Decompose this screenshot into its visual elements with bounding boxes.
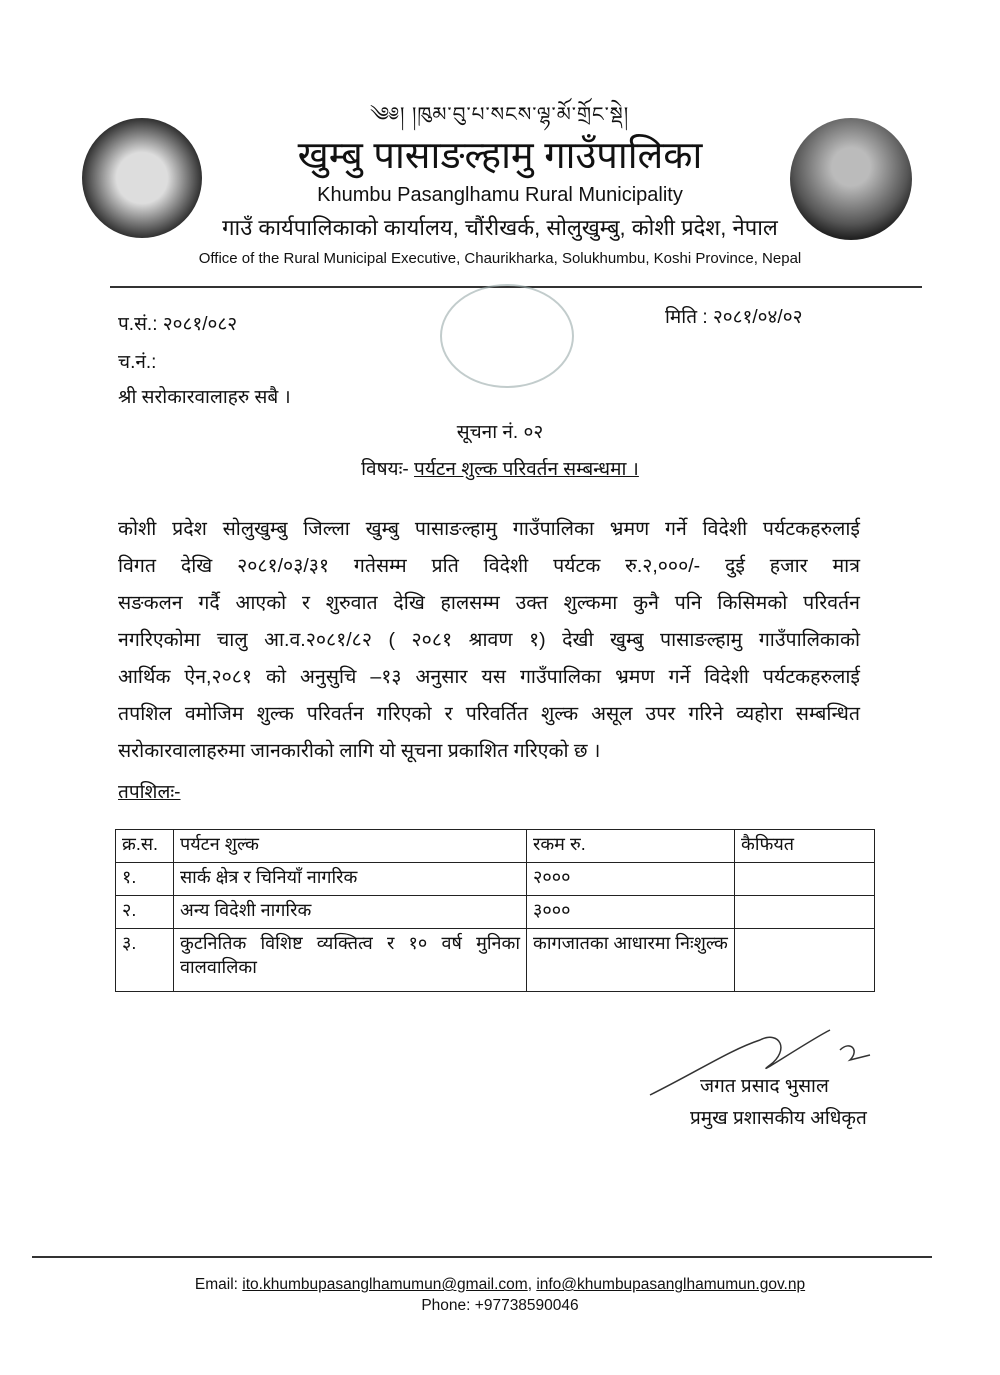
- subject: [0, 455, 1000, 481]
- email-link-1[interactable]: ito.khumbupasanglhamumun@gmail.com: [242, 1276, 528, 1293]
- body-line: सरोकारवालाहरुमा जानकारीको लागि यो सूचना प्रकाशित गरिएको छ ।: [118, 740, 601, 762]
- header-sn: क्र.स.: [116, 830, 174, 863]
- cell-fee-type: कुटनितिक विशिष्ट व्यक्तित्व र १० वर्ष मुनिका वालवालिका: [174, 929, 527, 992]
- header-fee-type: पर्यटन शुल्क: [174, 830, 527, 863]
- body-line: विगत देखि २०८१/०३/३१ गतेसम्म प्रति विदेशी पर्यटक रु.२,०००/- दुई हजार मात्र: [118, 555, 860, 577]
- table-header-row: [116, 830, 875, 863]
- cell-amount: ३०००: [527, 896, 735, 929]
- signatory-name: जगत प्रसाद भुसाल: [700, 1076, 829, 1097]
- details-label: [118, 778, 181, 804]
- cell-remarks: [735, 929, 875, 992]
- address-english: Office of the Rural Municipal Executive, Chaurikharka, Solukhumbu, Koshi Province, Nepal: [198, 250, 802, 267]
- table-row: [116, 863, 875, 896]
- cell-sn: १.: [116, 863, 174, 896]
- title-nepali: खुम्बु पासाङल्हामु गाउँपालिका: [297, 135, 703, 177]
- office-stamp-icon: [440, 284, 574, 388]
- address-nepali: गाउँ कार्यपालिकाको कार्यालय, चौंरीखर्क, सोलुखुम्बु, कोशी प्रदेश, नेपाल: [222, 215, 778, 240]
- footer-emails: Email: ito.khumbupasanglhamumun@gmail.com, info@khumbupasanglhamumun.gov.np: [194, 1276, 806, 1293]
- body-line: कोशी प्रदेश सोलुखुम्बु जिल्ला खुम्बु पासाङल्हामु गाउँपालिका भ्रमण गर्ने विदेशी पर्यटकहरुलाई: [118, 518, 860, 540]
- cell-amount: कागजातका आधारमा निःशुल्क: [527, 929, 735, 992]
- body-line: सङकलन गर्दै आएको र शुरुवात देखि हालसम्म उक्त शुल्कमा कुनै पनि किसिमको परिवर्तन: [118, 592, 860, 614]
- cell-amount: २०००: [527, 863, 735, 896]
- subject-text: पर्यटन शुल्क परिवर्तन सम्बन्धमा ।: [414, 459, 639, 480]
- signatory-title: प्रमुख प्रशासकीय अधिकृत: [690, 1108, 867, 1129]
- cell-fee-type: अन्य विदेशी नागरिक: [174, 896, 527, 929]
- cell-remarks: [735, 863, 875, 896]
- footer-divider: [32, 1256, 932, 1258]
- title-english: Khumbu Pasanglhamu Rural Municipality: [317, 184, 683, 206]
- notice-number: सूचना नं. ०२: [456, 422, 544, 443]
- header-remarks: कैफियत: [735, 830, 875, 863]
- email-link-2[interactable]: info@khumbupasanglhamumun.gov.np: [536, 1276, 806, 1293]
- cell-sn: २.: [116, 896, 174, 929]
- table-row: [116, 929, 875, 992]
- footer-phone: Phone: +97738590046: [421, 1297, 579, 1314]
- table-row: [116, 896, 875, 929]
- body-line: नगरिएकोमा चालु आ.व.२०८१/८२ ( २०८१ श्रावण १) देखी खुम्बु पासाङल्हामु गाउँपालिकाको: [118, 629, 860, 651]
- reference-number: प.सं.: २०८१/०८२: [118, 314, 238, 335]
- tibetan-header: ༄༅། །ཁུམ་བུ་པ་སངས་ལྷ་མོ་གྲོང་སྡེ།: [370, 104, 630, 126]
- body-line: तपशिल वमोजिम शुल्क परिवर्तन गरिएको र परिवर्तित शुल्क असूल उपर गरिने व्यहोरा सम्बन्धित: [118, 703, 860, 725]
- dispatch-number: च.नं.:: [118, 352, 157, 373]
- addressee: श्री सरोकारवालाहरु सबै ।: [118, 387, 291, 408]
- cell-remarks: [735, 896, 875, 929]
- cell-fee-type: सार्क क्षेत्र र चिनियाँ नागरिक: [174, 863, 527, 896]
- header-amount: रकम रु.: [527, 830, 735, 863]
- email-label: Email:: [194, 1276, 238, 1293]
- subject-label: विषयः-: [361, 459, 409, 480]
- details-label-text: तपशिलः-: [118, 782, 181, 803]
- fee-table: [115, 829, 875, 992]
- cell-sn: ३.: [116, 929, 174, 992]
- date: मिति : २०८१/०४/०२: [665, 307, 803, 328]
- body-line: आर्थिक ऐन,२०८१ को अनुसुचि –१३ अनुसार यस गाउँपालिका भ्रमण गर्ने विदेशी पर्यटकहरुलाई: [118, 666, 860, 688]
